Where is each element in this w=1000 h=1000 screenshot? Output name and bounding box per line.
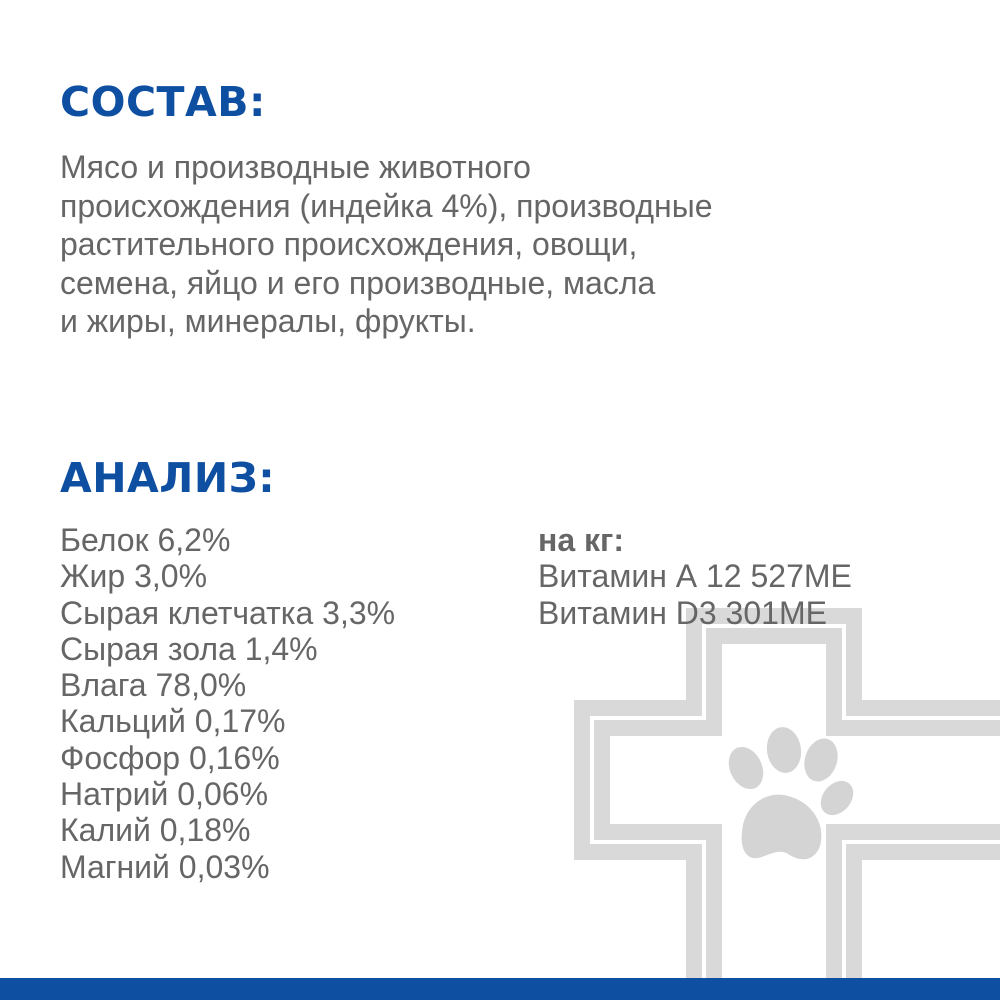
composition-line: происхождения (индейка 4%), производные [60,187,713,224]
analysis-item-potassium: Калий 0,18% [60,812,251,849]
composition-line: семена, яйцо и его производные, масла [60,264,656,301]
analysis-item-moisture: Влага 78,0% [60,667,247,704]
analysis-item-magnesium: Магний 0,03% [60,848,270,885]
composition-text [60,148,940,341]
analysis-item-calcium: Кальций 0,17% [60,703,286,740]
bottom-accent-bar [0,978,1000,1000]
analysis-item-phosphorus: Фосфор 0,16% [60,739,280,776]
composition-heading: СОСТАВ: [60,78,266,126]
analysis-heading: АНАЛИЗ: [60,454,276,502]
analysis-list [60,522,395,885]
vitamin-item-d3: Витамин D3 301МЕ [538,594,827,631]
composition-line: и жиры, минералы, фрукты. [60,303,476,339]
analysis-item-fiber: Сырая клетчатка 3,3% [60,594,396,631]
vet-cross-paw-icon [574,600,1000,980]
analysis-item-sodium: Натрий 0,06% [60,776,269,813]
analysis-item-ash: Сырая зола 1,4% [60,630,318,667]
vitamin-item-a: Витамин А 12 527МЕ [538,558,852,595]
analysis-item-fat: Жир 3,0% [60,558,208,595]
per-kg-label: на кг: [538,522,625,558]
vitamin-list [538,522,852,631]
composition-line: Мясо и производные животного [60,149,531,185]
composition-line: растительного происхождения, овощи, [60,226,638,262]
analysis-item-protein: Белок 6,2% [60,522,231,558]
